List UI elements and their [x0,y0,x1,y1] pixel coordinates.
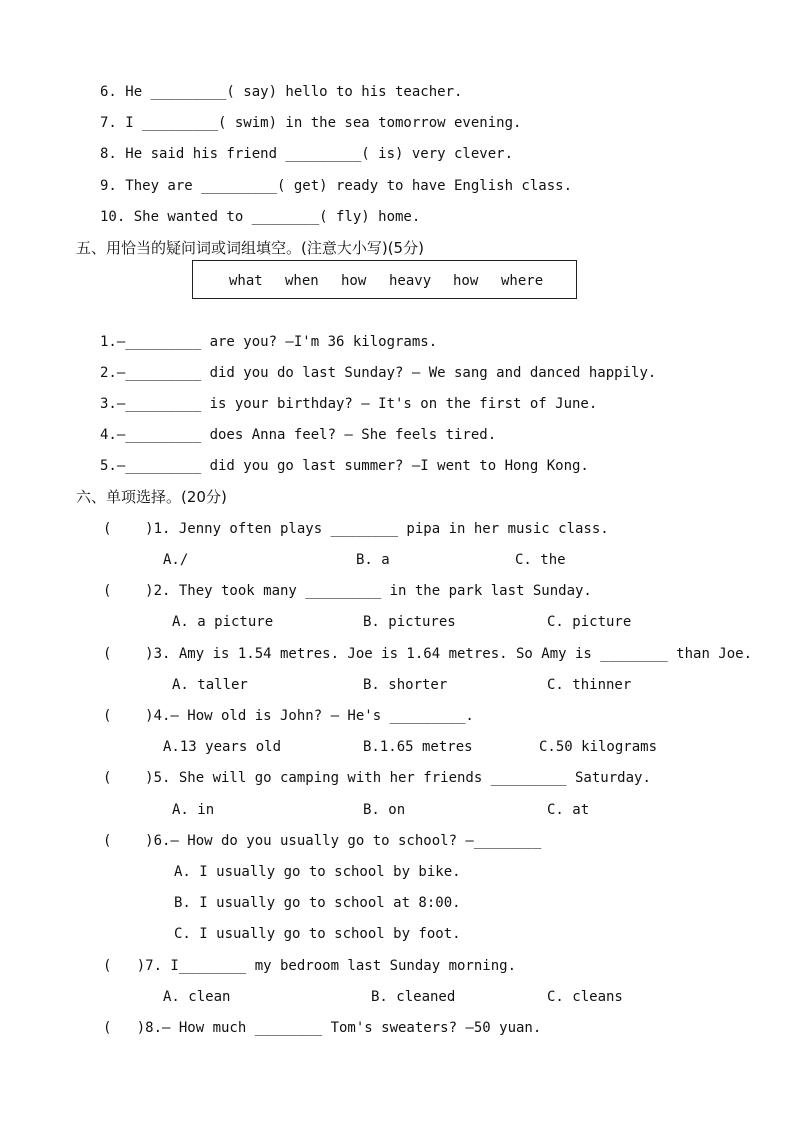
word-bank-word: how [453,273,479,289]
mc-option-b: B. I usually go to school at 8:00. [174,895,461,911]
word-bank-word: how [341,273,367,289]
section-six-title: 六、单项选择。(20分) [76,488,227,506]
fill-item-7: 7. I _________( swim) in the sea tomorrow evening. [100,115,522,131]
question-item-2: 2.—_________ did you do last Sunday? — We sang and danced happily. [100,365,657,381]
mc-question-4: ( )4.— How old is John? — He's _________. [103,708,474,724]
question-item-1: 1.—_________ are you? —I'm 36 kilograms. [100,334,438,350]
mc-question-3: ( )3. Amy is 1.54 metres. Joe is 1.64 metres. So Amy is ________ than Joe. [103,646,753,662]
mc-option-c: C. cleans [547,989,623,1005]
mc-question-1: ( )1. Jenny often plays ________ pipa in her music class. [103,521,609,537]
fill-item-10: 10. She wanted to ________( fly) home. [100,209,421,225]
fill-item-6: 6. He _________( say) hello to his teacher. [100,84,463,100]
mc-option-b: B. shorter [363,677,448,693]
question-item-4: 4.—_________ does Anna feel? — She feels tired. [100,427,497,443]
mc-option-a: A. in [172,802,215,818]
mc-option-c: C.50 kilograms [539,739,658,755]
fill-item-8: 8. He said his friend _________( is) very clever. [100,146,514,162]
question-item-5: 5.—_________ did you go last summer? —I went to Hong Kong. [100,458,589,474]
mc-option-b: B. pictures [363,614,456,630]
mc-question-7: ( )7. I________ my bedroom last Sunday morning. [103,958,517,974]
mc-option-a: A.13 years old [163,739,282,755]
word-bank-word: where [501,273,544,289]
fill-item-9: 9. They are _________( get) ready to have English class. [100,178,573,194]
mc-option-b: B. a [356,552,390,568]
mc-option-c: C. at [547,802,590,818]
word-bank-word: heavy [389,273,432,289]
mc-option-a: A./ [163,552,189,568]
question-item-3: 3.—_________ is your birthday? — It's on the first of June. [100,396,598,412]
mc-option-b: B.1.65 metres [363,739,473,755]
mc-option-c: C. I usually go to school by foot. [174,926,461,942]
mc-option-c: C. thinner [547,677,632,693]
mc-option-a: A. clean [163,989,231,1005]
mc-question-2: ( )2. They took many _________ in the park last Sunday. [103,583,592,599]
word-bank-box [192,260,577,299]
word-bank-word: what [229,273,263,289]
mc-option-c: C. the [515,552,566,568]
mc-question-5: ( )5. She will go camping with her friends _________ Saturday. [103,770,651,786]
mc-option-b: B. on [363,802,406,818]
mc-option-a: A. taller [172,677,248,693]
mc-option-a: A. I usually go to school by bike. [174,864,461,880]
mc-option-c: C. picture [547,614,632,630]
section-five-title: 五、用恰当的疑问词或词组填空。(注意大小写)(5分) [76,239,424,257]
mc-option-b: B. cleaned [371,989,456,1005]
mc-question-6: ( )6.— How do you usually go to school? —________ [103,833,542,849]
mc-question-8: ( )8.— How much ________ Tom's sweaters? —50 yuan. [103,1020,542,1036]
word-bank-word: when [285,273,319,289]
mc-option-a: A. a picture [172,614,274,630]
